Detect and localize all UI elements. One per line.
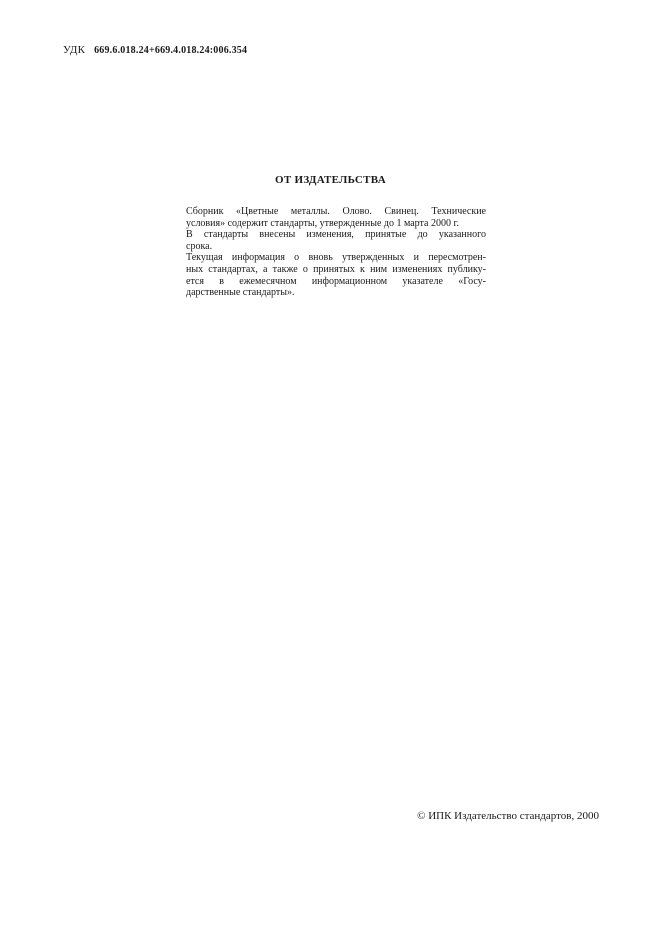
text-line: ных стандартах, а также о принятых к ним изменениях публику-	[186, 263, 486, 275]
udk-label: УДК	[63, 44, 86, 56]
text-line: Сборник «Цветные металлы. Олово. Свинец. Технические	[186, 206, 486, 217]
udk-code: 669.6.018.24+669.4.018.24:006.354	[94, 45, 248, 56]
text-line: ется в ежемесячном информационном указателе «Госу-	[186, 275, 486, 287]
text-line: условия» содержит стандарты, утвержденные до 1 марта 2000 г.	[186, 217, 459, 229]
page-heading: ОТ ИЗДАТЕЛЬСТВА	[275, 174, 386, 186]
udk-classification	[63, 44, 247, 56]
paragraph-collection-contents	[170, 206, 486, 229]
publisher-note	[170, 206, 486, 299]
copyright-notice: © ИПК Издательство стандартов, 2000	[417, 810, 599, 822]
paragraph-amendments	[170, 229, 486, 252]
paragraph-current-info	[170, 252, 486, 298]
text-line: В стандарты внесены изменения, принятые до указанного	[186, 229, 486, 241]
text-line: срока.	[186, 240, 213, 252]
text-line: дарственные стандарты».	[186, 287, 295, 299]
text-line: Текущая информация о вновь утвержденных и пересмотрен-	[186, 252, 486, 264]
